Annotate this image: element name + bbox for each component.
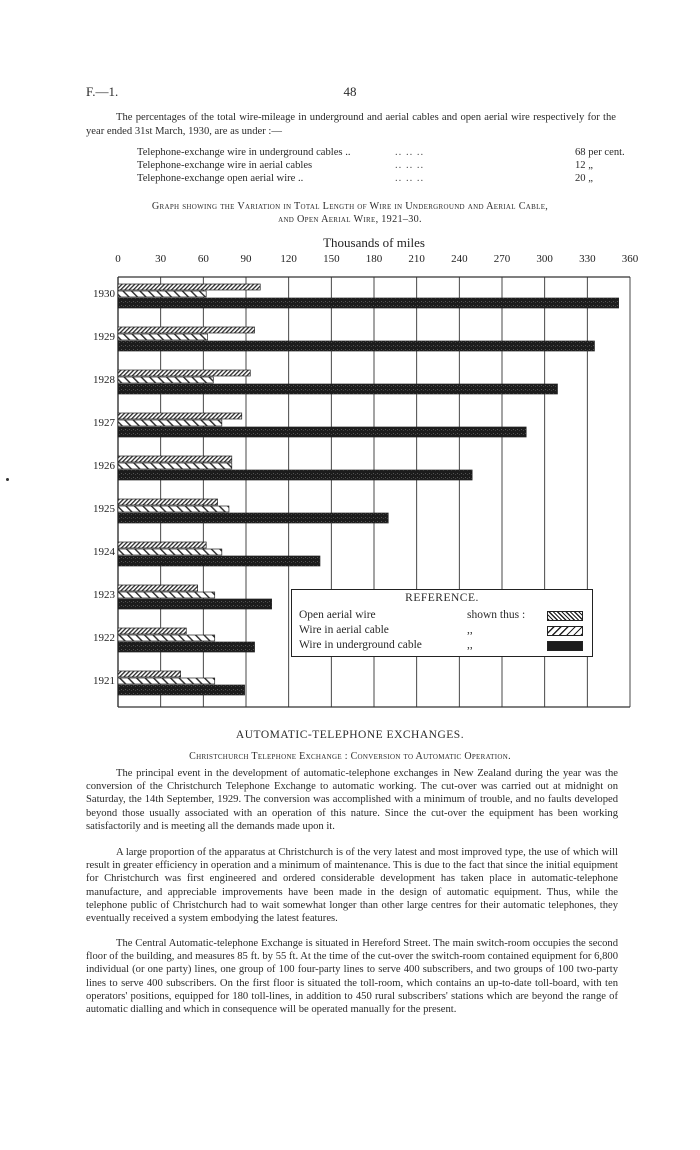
- percentage-value: 68 per cent.: [575, 147, 625, 158]
- bar-fine-hatch-1929: [118, 327, 255, 333]
- legend-swatch-fine-hatch: [547, 611, 583, 621]
- x-axis-title: Thousands of miles: [323, 235, 425, 250]
- legend-swatch-solid: [547, 641, 583, 651]
- bar-solid-1927: [118, 427, 526, 437]
- percentage-label: Telephone-exchange open aerial wire ..: [137, 173, 304, 184]
- legend-ditto: ,,: [467, 624, 473, 636]
- graph-title-line-1: Graph showing the Variation in Total Length of Wire in Underground and Aerial Cable,: [151, 201, 549, 212]
- bar-coarse-hatch-1921: [118, 678, 215, 684]
- legend-item-underground-cable: [299, 639, 585, 654]
- bar-solid-1930: [118, 298, 619, 308]
- bar-coarse-hatch-1929: [118, 334, 208, 340]
- x-tick-label: 360: [621, 253, 639, 265]
- legend-title: REFERENCE.: [405, 592, 479, 604]
- x-tick-label: 270: [493, 253, 511, 265]
- y-category-label: 1929: [93, 331, 115, 343]
- legend-ditto: ,,: [467, 639, 473, 651]
- bar-fine-hatch-1928: [118, 370, 250, 376]
- bar-fine-hatch-1922: [118, 628, 186, 634]
- leader-dots: .. .. ..: [395, 160, 425, 171]
- y-category-label: 1925: [93, 503, 115, 515]
- percentage-label: Telephone-exchange wire in aerial cables: [137, 160, 313, 171]
- legend-label: Open aerial wire: [299, 609, 376, 621]
- x-tick-label: 120: [280, 253, 297, 265]
- bar-solid-1924: [118, 556, 320, 566]
- y-category-label: 1930: [93, 288, 115, 300]
- section-heading: AUTOMATIC-TELEPHONE EXCHANGES.: [235, 729, 465, 741]
- sub-heading: Christchurch Telephone Exchange : Conversion to Automatic Operation.: [189, 751, 511, 762]
- document-code: F.—1.: [86, 84, 119, 99]
- bar-fine-hatch-1923: [118, 585, 198, 591]
- bar-coarse-hatch-1926: [118, 463, 232, 469]
- bar-solid-1923: [118, 599, 272, 609]
- bar-fine-hatch-1930: [118, 284, 260, 290]
- margin-mark: [6, 478, 9, 481]
- body-paragraph: A large proportion of the apparatus at Christchurch is of the very latest and most improved type, the use of which will result in greater efficiency in operation and a minimum of maintenance. This is due to the fact that since the initial equipment for Christchurch was first engineered and ordered considerable development has taken place in automatic-telephone manufacture, and appreciable improvements have been made in the design of automatic equipment. Thus, while the telephone public of Christchurch had to wait somewhat longer than other large centres for their automatic telephones, they eventually received a system embodying the latest features.: [86, 847, 618, 925]
- bar-fine-hatch-1921: [118, 671, 181, 677]
- x-tick-label: 60: [197, 253, 209, 265]
- y-category-label: 1921: [93, 675, 115, 687]
- x-tick-label: 0: [115, 253, 121, 265]
- leader-dots: .. .. ..: [395, 147, 425, 158]
- x-tick-label: 90: [240, 253, 252, 265]
- bar-coarse-hatch-1927: [118, 420, 222, 426]
- x-tick-label: 300: [536, 253, 553, 265]
- y-category-label: 1926: [93, 460, 115, 472]
- body-paragraph: The Central Automatic-telephone Exchange is situated in Hereford Street. The main switch-room occupies the second floor of the building, and measures 85 ft. by 55 ft. At the time of the cut-over the switch-room contained equipment for 6,800 individual (or one party) lines, one group of 100 four-party lines to serve 400 subscribers, and two groups of 100 two-party lines to serve 400 subscribers. On the first floor is situated the toll-room, which contains an up-to-date toll-board, with ten operators' positions, equipped for 180 toll-lines, in addition to 450 rural subscribers' stations which are beyond the range of automatic dialling and which in consequence will be operated manually for the present.: [86, 938, 618, 1016]
- bar-solid-1929: [118, 341, 594, 351]
- page-number: 48: [343, 84, 357, 99]
- bar-coarse-hatch-1923: [118, 592, 215, 598]
- legend-item-open-aerial: [299, 609, 585, 624]
- chart-legend: [291, 589, 593, 657]
- bar-fine-hatch-1924: [118, 542, 206, 548]
- graph-title: [60, 200, 640, 226]
- legend-item-aerial-cable: [299, 624, 585, 639]
- y-category-label: 1924: [93, 546, 115, 558]
- y-category-label: 1923: [93, 589, 115, 601]
- percentage-table: [137, 146, 625, 185]
- percentage-value: 20 „: [575, 173, 593, 184]
- leader-dots: .. .. ..: [395, 173, 425, 184]
- bar-solid-1928: [118, 384, 557, 394]
- x-tick-label: 30: [155, 253, 167, 265]
- x-tick-label: 150: [323, 253, 340, 265]
- percentage-row: [137, 159, 607, 172]
- body-paragraph: The principal event in the development of automatic-telephone exchanges in New Zealand during the year was the conversion of the Christchurch Telephone Exchange to automatic working. The cut-over was carried out at midnight on Saturday, the 14th September, 1929. The conversion was accomplished with a minimum of trouble, and no faults developed beyond those usually associated with an operation of this nature. Since the cut-over the equipment has been working satisfactorily and is meeting all the demands made upon it.: [86, 768, 618, 832]
- percentage-value: 12 „: [575, 160, 593, 171]
- percentage-row: [137, 172, 607, 185]
- y-category-label: 1927: [93, 417, 115, 429]
- bar-coarse-hatch-1925: [118, 506, 229, 512]
- legend-swatch-coarse-hatch: [547, 626, 583, 636]
- x-tick-label: 240: [451, 253, 468, 265]
- intro-paragraph: The percentages of the total wire-mileage in underground and aerial cables and open aerial wire respectively for the year ended 31st March, 1930, are as under :—: [86, 112, 616, 137]
- x-tick-label: 180: [365, 253, 383, 265]
- bar-solid-1925: [118, 513, 388, 523]
- x-tick-label: 210: [408, 253, 425, 265]
- graph-title-line-2: and Open Aerial Wire, 1921–30.: [278, 214, 422, 225]
- bar-solid-1926: [118, 470, 472, 480]
- bar-solid-1922: [118, 642, 255, 652]
- percentage-label: Telephone-exchange wire in underground cables ..: [137, 147, 351, 158]
- percentage-row: [137, 146, 625, 159]
- y-category-label: 1928: [93, 374, 115, 386]
- bar-fine-hatch-1926: [118, 456, 232, 462]
- bar-coarse-hatch-1928: [118, 377, 213, 383]
- bar-fine-hatch-1927: [118, 413, 242, 419]
- bar-solid-1921: [118, 685, 245, 695]
- x-tick-label: 330: [579, 253, 596, 265]
- bar-coarse-hatch-1930: [118, 291, 206, 297]
- legend-label: Wire in aerial cable: [299, 624, 389, 636]
- y-category-label: 1922: [93, 632, 115, 644]
- legend-label: Wire in underground cable: [299, 639, 422, 651]
- page-header: [86, 84, 614, 102]
- bar-coarse-hatch-1922: [118, 635, 215, 641]
- bar-fine-hatch-1925: [118, 499, 218, 505]
- legend-note: shown thus :: [467, 609, 526, 621]
- bar-coarse-hatch-1924: [118, 549, 222, 555]
